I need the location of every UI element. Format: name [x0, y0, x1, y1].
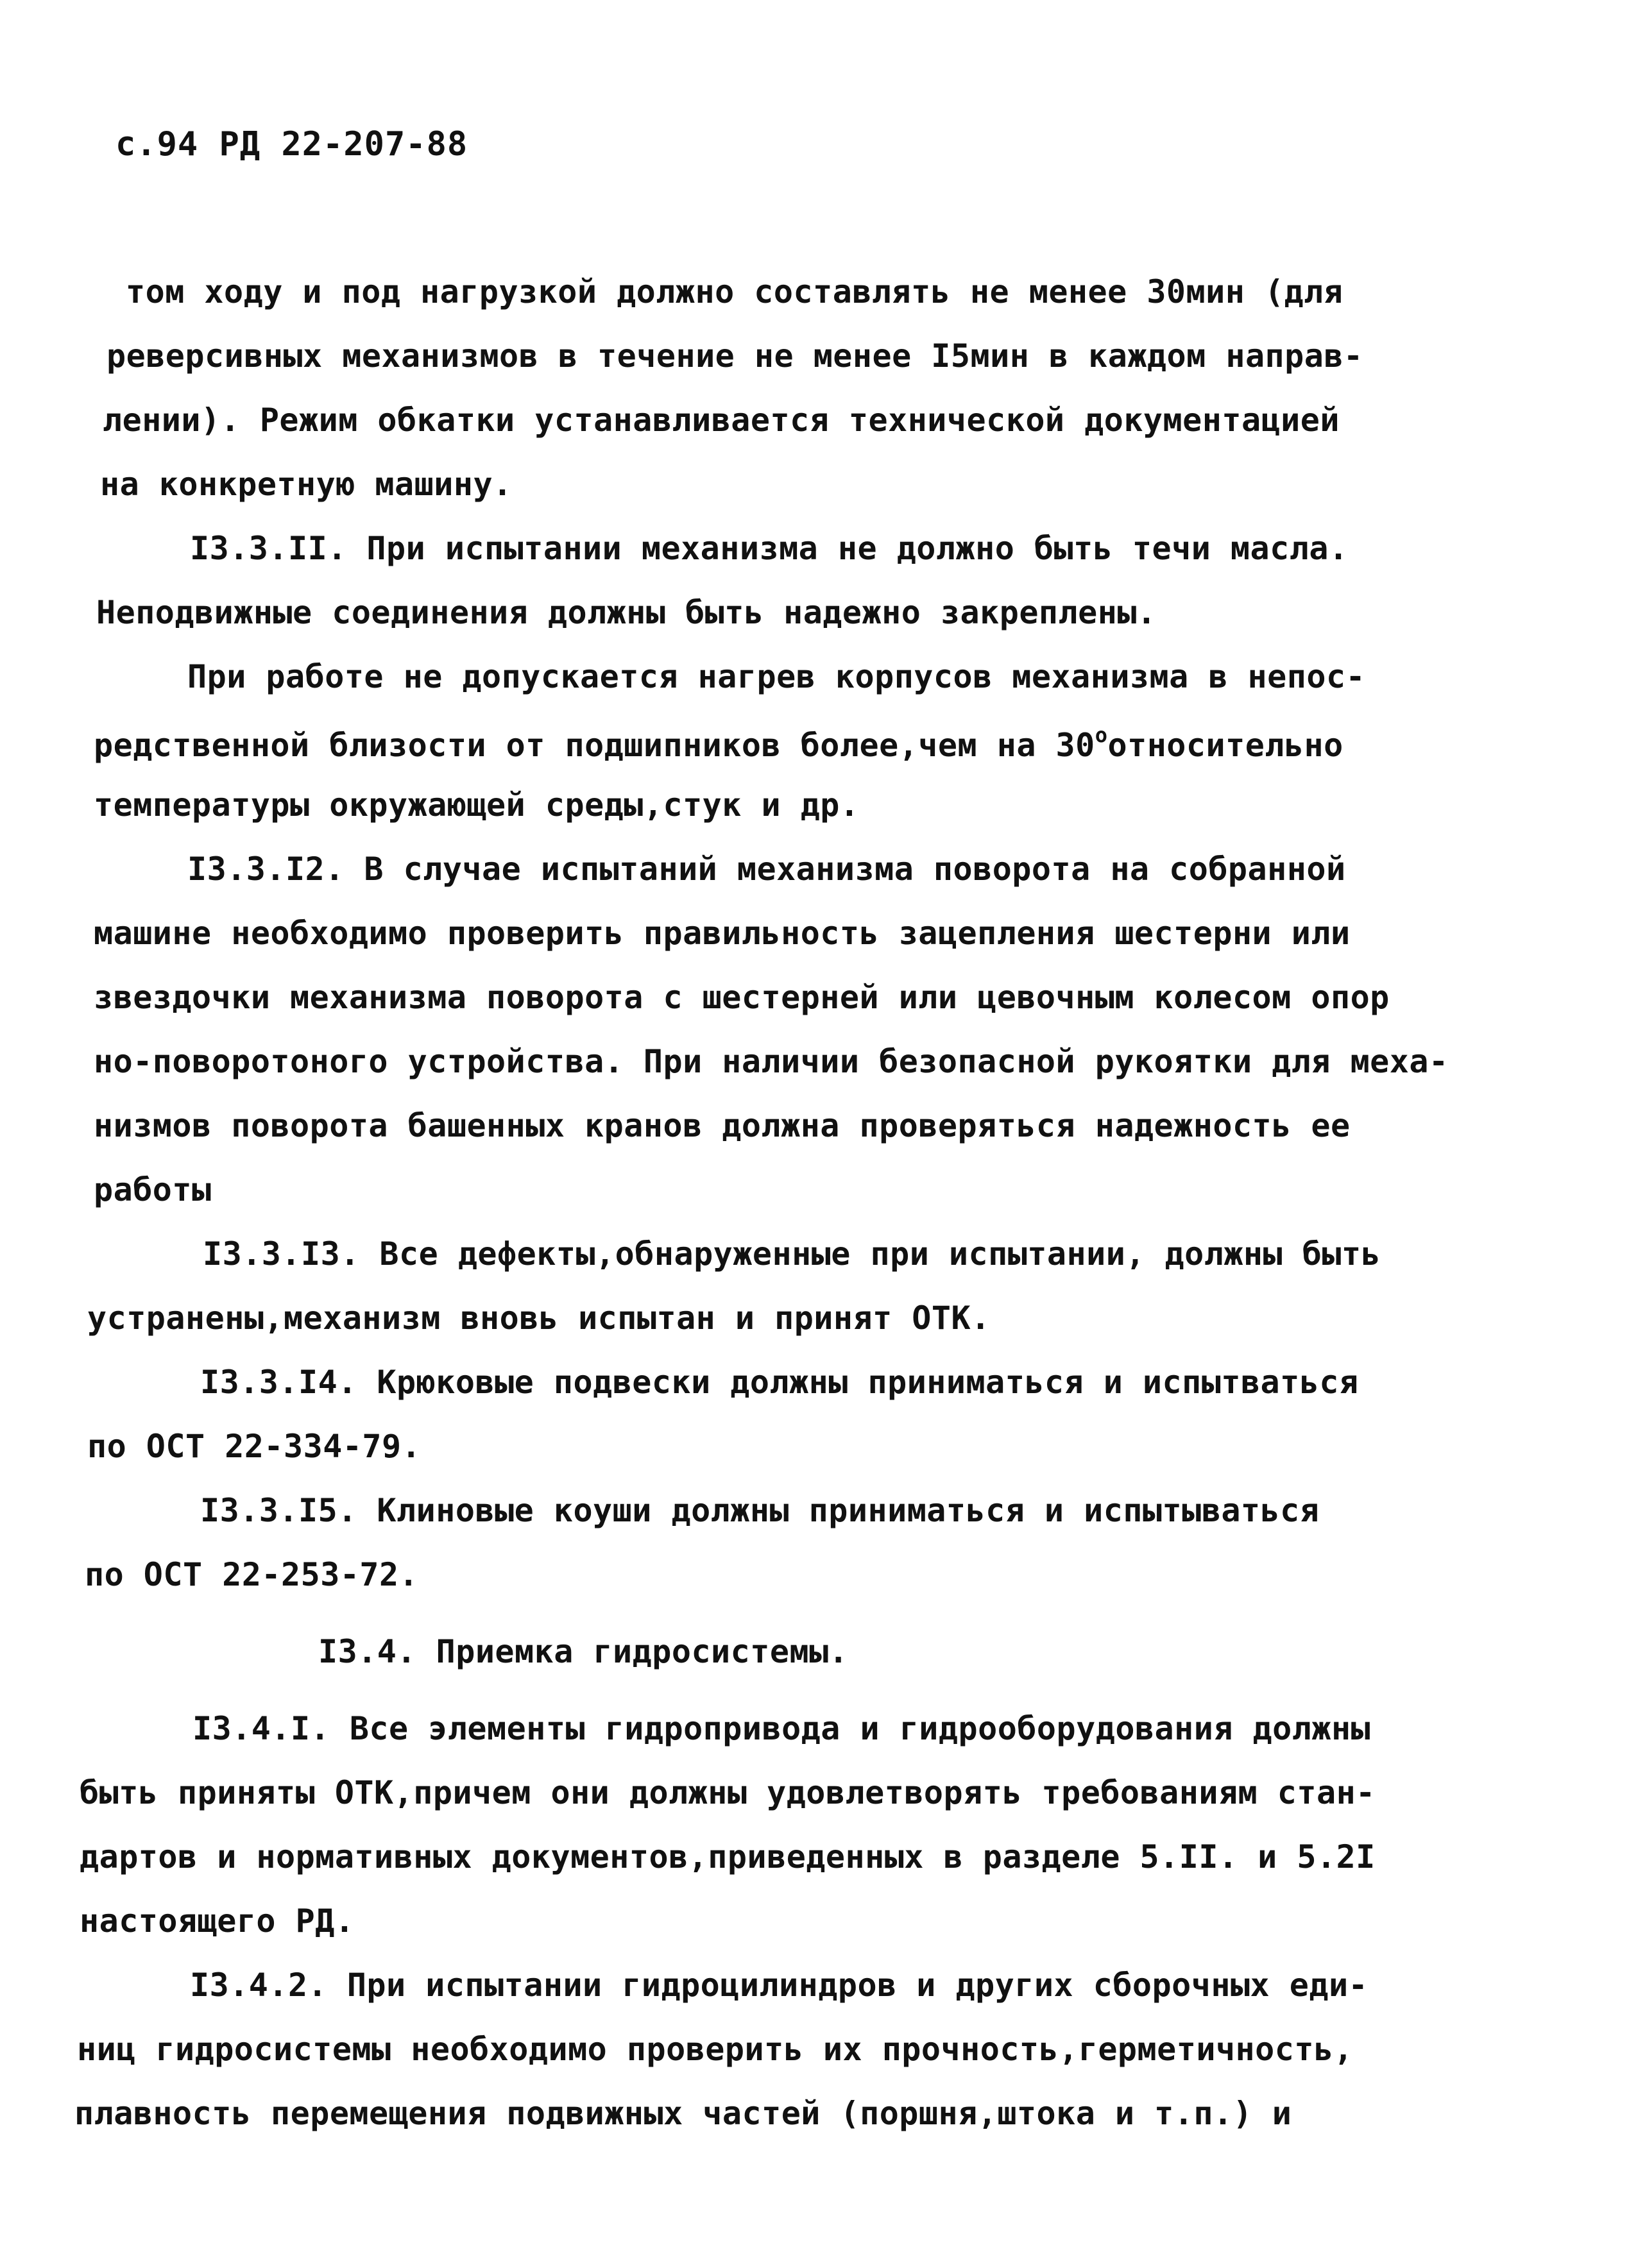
text-line: реверсивных механизмов в течение не менее I5мин в каждом направ-: [107, 337, 1363, 375]
text-line: звездочки механизма поворота с шестерней или цевочным колесом опор: [94, 979, 1390, 1016]
text-line: по ОСТ 22-334-79.: [87, 1428, 422, 1465]
text-line: I3.3.I3. Все дефекты,обнаруженные при испытании, должны быть: [203, 1235, 1381, 1273]
text-line: I3.3.II. При испытании механизма не должно быть течи масла.: [190, 530, 1349, 567]
degree-sign: о: [1095, 723, 1108, 747]
text-line: I3.3.I2. В случае испытаний механизма поворота на собранной: [187, 851, 1346, 888]
text-line: I3.3.I5. Клиновые коуши должны приниматься и испытываться: [200, 1492, 1320, 1529]
text-line: по ОСТ 22-253-72.: [85, 1556, 419, 1593]
section-heading: I3.4. Приемка гидросистемы.: [318, 1633, 849, 1670]
page-header: с.94 РД 22-207-88: [115, 125, 468, 164]
text-line: низмов поворота башенных кранов должна проверяться надежность ее: [94, 1107, 1351, 1144]
text-line: ниц гидросистемы необходимо проверить их прочность,герметичность,: [77, 2031, 1354, 2068]
text-line: I3.3.I4. Крюковые подвески должны приниматься и испытваться: [200, 1364, 1359, 1401]
text-line: I3.4.I. Все элементы гидропривода и гидрооборудования должны: [192, 1710, 1371, 1747]
text-line: машине необходимо проверить правильность зацепления шестерни или: [94, 915, 1351, 952]
text-line: устранены,механизм вновь испытан и принят ОТК.: [87, 1299, 991, 1337]
text-line: быть приняты ОТК,причем они должны удовлетворять требованиям стан-: [80, 1774, 1376, 1811]
text-line: на конкретную машину.: [100, 466, 513, 503]
text-line-part: относительно: [1107, 727, 1343, 764]
text-line: При работе не допускается нагрев корпусов механизма в непос-: [187, 658, 1366, 695]
text-line: лении). Режим обкатки устанавливается технической документацией: [103, 402, 1340, 439]
text-line: работы: [94, 1171, 212, 1208]
text-line: но-поворотоного устройства. При наличии безопасной рукоятки для меха-: [94, 1043, 1449, 1080]
text-line: I3.4.2. При испытании гидроцилиндров и других сборочных еди-: [190, 1967, 1369, 2004]
text-line: том ходу и под нагрузкой должно составлять не менее 30мин (для: [126, 273, 1343, 310]
text-line-degree: [94, 723, 1343, 764]
text-line: Неподвижные соединения должны быть надежно закреплены.: [96, 594, 1157, 631]
text-line-part: редственной близости от подшипников более,чем на 30: [94, 727, 1095, 764]
text-line: дартов и нормативных документов,приведенных в разделе 5.II. и 5.2I: [80, 1838, 1376, 1875]
text-line: плавность перемещения подвижных частей (поршня,штока и т.п.) и: [74, 2095, 1292, 2132]
text-line: настоящего РД.: [80, 1902, 355, 1940]
text-line: температуры окружающей среды,стук и др.: [94, 786, 860, 824]
